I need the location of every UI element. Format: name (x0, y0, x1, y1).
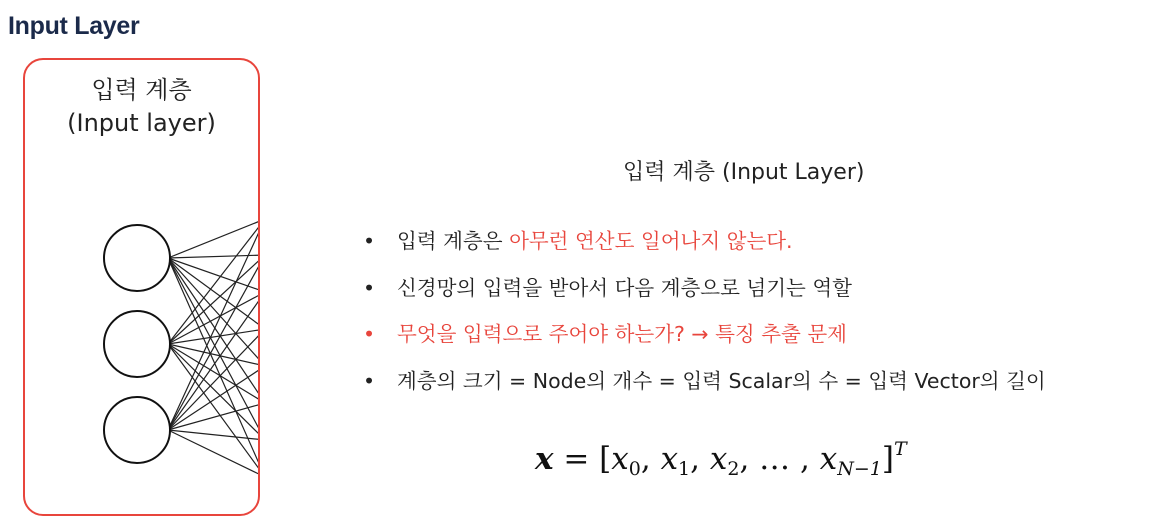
layer-title-korean: 입력 계층 (91, 76, 192, 104)
bullet-marker: • (363, 322, 376, 346)
bullet-text: 입력 계층은 (397, 229, 510, 253)
bullet-text: 아무런 연산도 일어나지 않는다. (509, 229, 793, 253)
bullet-marker: • (363, 275, 376, 300)
bullet-item (363, 314, 1046, 361)
connection-edges (168, 219, 260, 477)
bullet-marker: • (363, 229, 376, 253)
network-svg (25, 60, 260, 516)
bullet-list (363, 221, 1046, 407)
connection-line (168, 219, 260, 258)
input-node (104, 225, 170, 291)
layer-title-english: (Input layer) (67, 109, 216, 137)
formula-term-1: x (660, 441, 679, 477)
formula-term-2: x (709, 441, 728, 477)
connection-line (168, 430, 260, 477)
formula-lhs: x (535, 441, 554, 477)
formula-sep-1: , (640, 441, 661, 477)
formula-sup: T (893, 438, 907, 460)
formula-term-3: x (819, 441, 838, 477)
connection-line (168, 219, 260, 344)
formula-term-0: x (611, 441, 629, 477)
formula-sub-2: 2 (727, 458, 740, 480)
formula-sub-3: N−1 (837, 458, 882, 480)
formula-sub-0: 0 (628, 458, 641, 480)
input-nodes (104, 225, 170, 463)
bullet-text: 신경망의 입력을 받아서 다음 계층으로 넘기는 역할 (397, 275, 852, 300)
bullet-item (363, 221, 1046, 268)
connection-line (168, 255, 260, 258)
formula-eq: = [ (553, 441, 612, 477)
input-layer-diagram (23, 58, 260, 516)
bullet-item (363, 268, 1046, 315)
bullet-text: 계층의 크기 = Node의 개수 = 입력 Scalar의 수 = 입력 Vector의 길이 (397, 368, 1046, 393)
formula-close: ] (881, 441, 894, 477)
bullet-item (363, 361, 1046, 408)
formula-sep-3: , … , (739, 441, 820, 477)
connection-line (168, 258, 260, 477)
connection-line (168, 219, 260, 430)
input-vector-formula (535, 438, 907, 480)
input-node (104, 311, 170, 377)
formula-sub-1: 1 (678, 458, 691, 480)
page-title: Input Layer (8, 12, 140, 40)
bullet-marker: • (363, 368, 376, 393)
input-node (104, 397, 170, 463)
bullet-text: 무엇을 입력으로 주어야 하는가? → 특징 추출 문제 (397, 322, 847, 346)
connection-line (168, 344, 260, 403)
connection-line (168, 258, 260, 292)
formula-sep-2: , (690, 441, 710, 477)
section-heading: 입력 계층 (Input Layer) (623, 160, 865, 185)
